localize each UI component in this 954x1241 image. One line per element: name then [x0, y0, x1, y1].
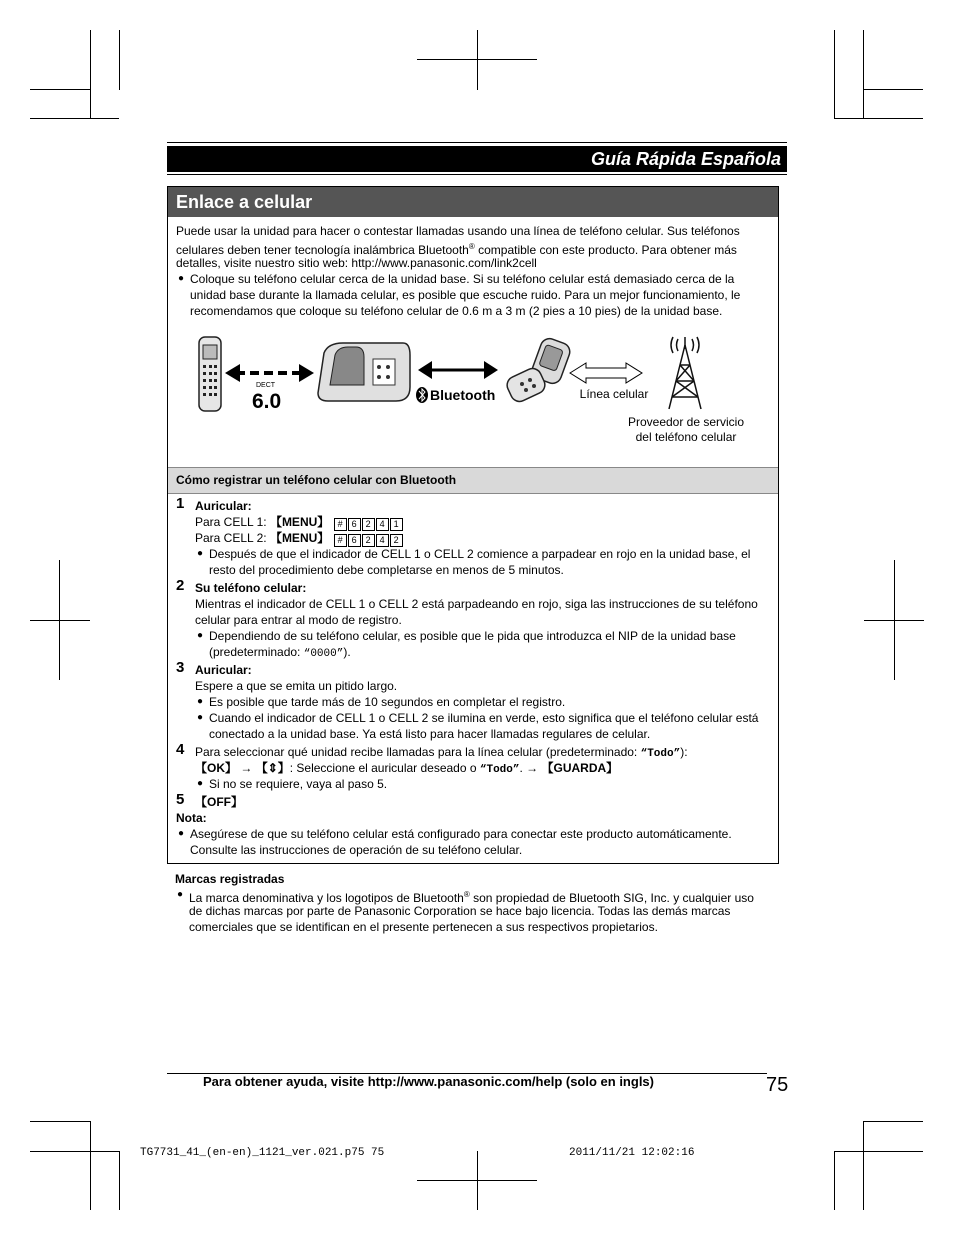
footer-help-text: Para obtener ayuda, visite http://www.panasonic.com/help (solo en ingls): [203, 1074, 654, 1089]
step-text: celular para entrar al modo de registro.: [195, 613, 402, 627]
note-text: Asegúrese de que su teléfono celular está configurado para conectar este producto automáticamente.: [190, 827, 732, 841]
step-label: Auricular:: [195, 499, 252, 513]
crop-mark: [863, 89, 923, 90]
step-text: Para seleccionar qué unidad recibe llamadas para la línea celular (predeterminado: “Todo”):: [195, 745, 688, 760]
bullet-icon: ●: [197, 630, 204, 641]
bluetooth-icon: [416, 387, 428, 403]
crop-mark: [30, 89, 90, 90]
crop-mark: [834, 118, 923, 119]
step-text: 【OK】 → 【⇕】: Seleccione el auricular deseado o “Todo”. → 【GUARDA】: [195, 761, 619, 776]
step-text: Para CELL 2: 【MENU】 # 6 2 4 2: [195, 530, 403, 547]
bullet-text: Dependiendo de su teléfono celular, es posible que le pida que introduzca el NIP de la unidad base: [209, 629, 736, 643]
crop-mark: [477, 30, 478, 90]
section-title: Enlace a celular: [168, 187, 778, 217]
print-info-left: TG7731_41_(en-en)_1121_ver.021.p75 75: [140, 1147, 385, 1159]
crop-mark: [417, 59, 537, 60]
bullet-icon: ●: [197, 778, 204, 789]
bluetooth-link-arrow: [418, 361, 498, 379]
crop-mark: [119, 1151, 120, 1210]
bullet-text: (predeterminado: “0000”).: [209, 645, 351, 660]
note-label: Nota:: [176, 811, 207, 825]
proveedor-label: del teléfono celular: [635, 430, 737, 444]
bullet-text: Después de que el indicador de CELL 1 o CELL 2 comience a parpadear en rojo en la unidad base, el: [209, 547, 751, 561]
subsection-header: [168, 467, 778, 494]
trademarks-text: La marca denominativa y los logotipos de Bluetooth® son propiedad de Bluetooth SIG, Inc. y cualquier uso: [189, 890, 754, 905]
crop-mark: [834, 1151, 923, 1152]
crop-mark: [30, 1151, 119, 1152]
header-bar: [167, 142, 787, 175]
bullet-text: Coloque su teléfono celular cerca de la unidad base. Si su teléfono celular está demasiado cerca de la: [190, 272, 735, 286]
bullet-icon: ●: [197, 548, 204, 559]
step-number: 4: [176, 741, 185, 758]
step-number: 2: [176, 577, 185, 594]
bullet-text: conectado a la unidad base. Ya está listo para hacer llamadas regulares de celular.: [209, 727, 651, 741]
step-number: 3: [176, 659, 185, 676]
crop-mark: [30, 1121, 90, 1122]
cellular-line-arrow: [570, 363, 642, 383]
bullet-icon: ●: [178, 828, 185, 839]
crop-mark: [864, 620, 924, 621]
bullet-icon: ●: [197, 712, 204, 723]
print-info-right: 2011/11/21 12:02:16: [569, 1147, 695, 1159]
proveedor-label: Proveedor de servicio: [627, 415, 745, 429]
bullet-text: unidad base durante la llamada celular, es posible que escuche ruido. Para un mejor funcionamiento, le: [190, 288, 741, 302]
bullet-icon: ●: [177, 889, 184, 900]
step-text: Mientras el indicador de CELL 1 o CELL 2 está parpadeando en rojo, siga las instrucciones de su teléfono: [195, 597, 758, 611]
subsection-title: Cómo registrar un teléfono celular con Bluetooth: [176, 473, 457, 487]
trademarks-text: de dichas marcas por parte de Panasonic Corporation se hace bajo licencia. Todas las demás marcas: [189, 904, 731, 918]
step-label: Auricular:: [195, 663, 252, 677]
page-number: 75: [766, 1074, 789, 1096]
cell-tower-icon: [669, 337, 701, 409]
intro-text: detalles, visite nuestro sitio web: http://www.panasonic.com/link2cell: [176, 256, 537, 270]
trademarks-label: Marcas registradas: [175, 872, 285, 886]
handset-icon: [199, 337, 221, 411]
crop-mark: [30, 620, 90, 621]
crop-mark: [863, 1121, 864, 1210]
step-number: 1: [176, 495, 185, 512]
dect-link-arrow: [225, 364, 314, 382]
step-label: Su teléfono celular:: [195, 581, 307, 595]
bullet-text: Es posible que tarde más de 10 segundos en completar el registro.: [209, 695, 566, 709]
bullet-text: Cuando el indicador de CELL 1 o CELL 2 se ilumina en verde, esto significa que el teléfono celular está: [209, 711, 759, 725]
intro-text: celulares deben tener tecnología inalámbrica Bluetooth® compatible con este producto. Para obtener más: [176, 242, 737, 257]
crop-mark: [834, 30, 835, 118]
section-box: [167, 186, 779, 864]
bullet-icon: ●: [178, 273, 185, 284]
step-number: 5: [176, 791, 185, 808]
step-text: Espere a que se emita un pitido largo.: [195, 679, 398, 693]
base-unit-icon: [318, 343, 410, 401]
crop-mark: [417, 1180, 537, 1181]
linea-celular-label: Línea celular: [579, 387, 649, 401]
crop-mark: [90, 30, 91, 118]
bullet-text: recomendamos que coloque su teléfono celular de 0.6 m a 3 m (2 pies a 10 pies) de la unidad base.: [190, 304, 723, 318]
crop-mark: [30, 118, 119, 119]
crop-mark: [863, 30, 864, 118]
dect-label: DECT: [256, 382, 276, 389]
crop-mark: [90, 1121, 91, 1210]
crop-mark: [863, 1121, 923, 1122]
bullet-icon: ●: [197, 696, 204, 707]
note-text: Consulte las instrucciones de operación de su teléfono celular.: [190, 843, 523, 857]
bullet-text: resto del procedimiento debe completarse en menos de 5 minutos.: [209, 563, 564, 577]
step-text: Para CELL 1: 【MENU】 # 6 2 4 1: [195, 514, 403, 531]
intro-text: Puede usar la unidad para hacer o contestar llamadas usando una línea de teléfono celular. Sus teléfonos: [176, 224, 740, 238]
cell-phone-icon: [504, 336, 572, 404]
trademarks-text: comerciales que se identifican en el presente pertenecen a sus respectivos propietarios.: [189, 920, 658, 934]
step-text: 【OFF】: [195, 795, 243, 809]
crop-mark: [119, 30, 120, 90]
dect-version: 6.0: [252, 390, 282, 413]
crop-mark: [834, 1151, 835, 1210]
header-title: Guía Rápida Española: [590, 149, 781, 169]
bluetooth-label: Bluetooth: [430, 387, 496, 403]
bullet-text: Si no se requiere, vaya al paso 5.: [209, 777, 388, 791]
